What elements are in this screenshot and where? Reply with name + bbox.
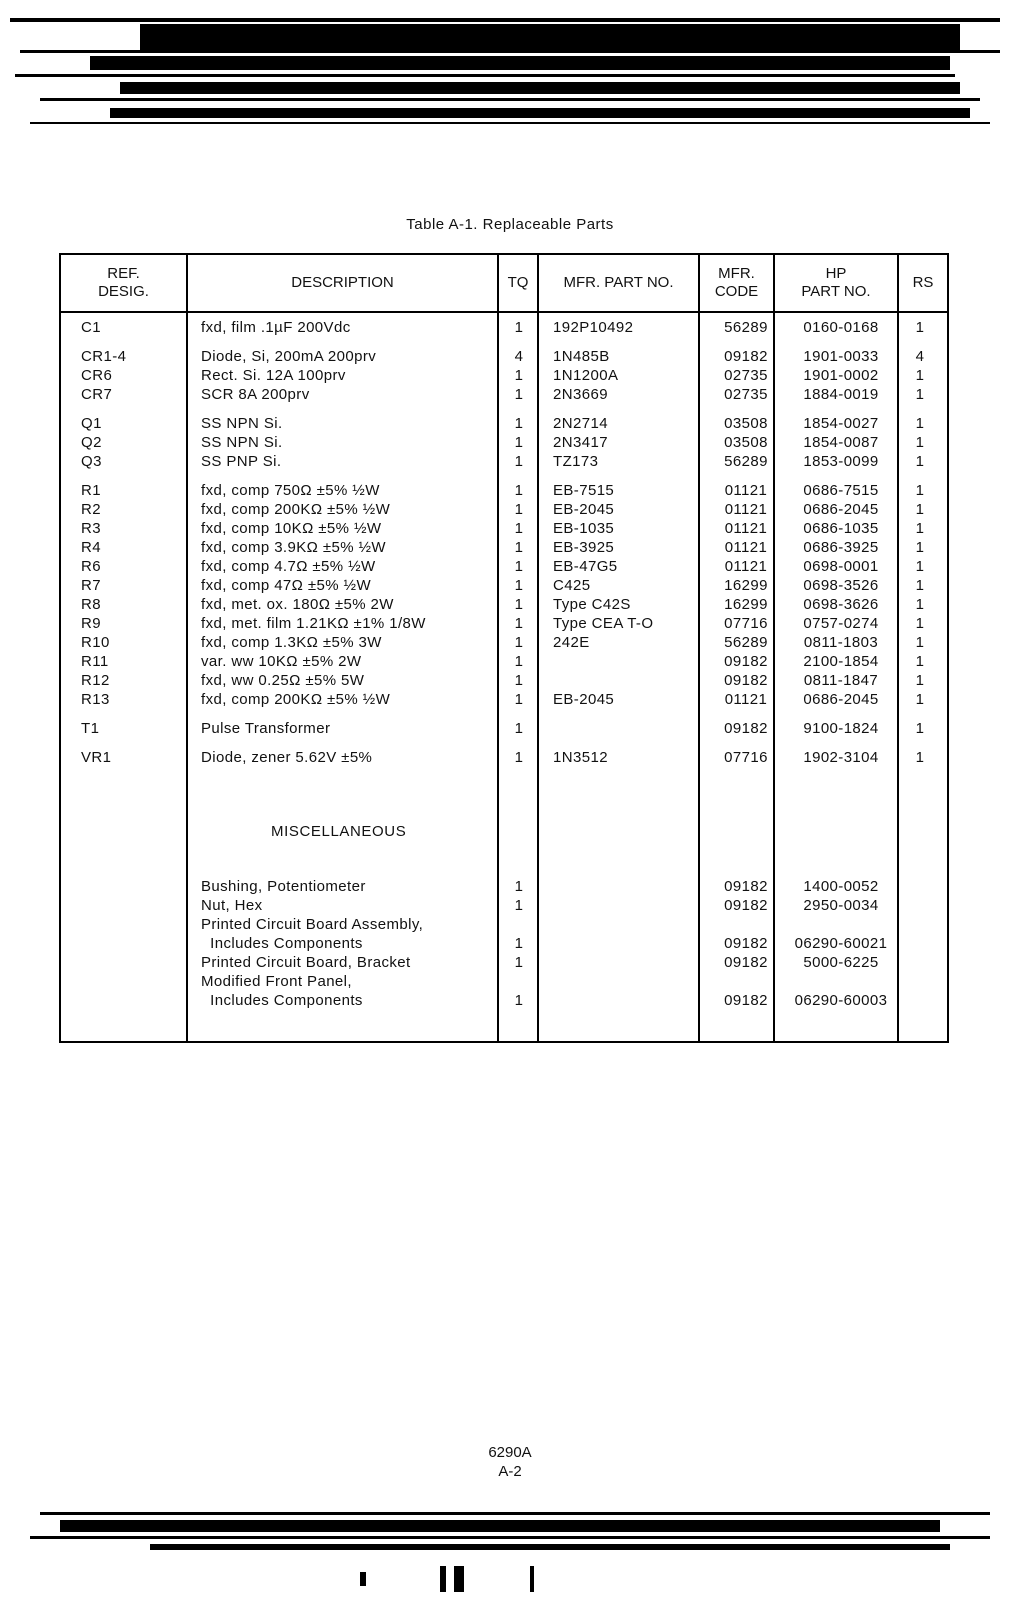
row-tq: 1 — [514, 596, 524, 613]
row-tq: 1 — [514, 577, 524, 594]
row-rs: 1 — [915, 415, 925, 432]
row-mfr: 242E — [553, 634, 590, 651]
row-desc: fxd, met. ox. 180Ω ±5% 2W — [201, 596, 394, 613]
row-rs: 1 — [915, 634, 925, 651]
header-mfr-code: MFR. CODE — [714, 265, 759, 300]
row-rs: 1 — [915, 672, 925, 689]
row-rs: 1 — [915, 434, 925, 451]
row-hp: 0686-7515 — [803, 482, 879, 499]
row-mfr: 2N3669 — [553, 386, 608, 403]
row-code: 09182 — [724, 653, 768, 670]
row-tq: 1 — [514, 520, 524, 537]
misc-tq: 1 — [514, 992, 524, 1009]
row-hp: 0811-1847 — [803, 672, 879, 689]
scan-bottom-artifact — [0, 1500, 1020, 1600]
row-ref: CR7 — [81, 386, 113, 403]
row-code: 02735 — [724, 367, 768, 384]
misc-hp: 2950-0034 — [803, 897, 879, 914]
row-rs: 1 — [915, 596, 925, 613]
row-mfr: EB-2045 — [553, 691, 615, 708]
row-hp: 0757-0274 — [803, 615, 879, 632]
row-code: 01121 — [724, 482, 768, 499]
row-tq: 1 — [514, 691, 524, 708]
footer-model-number: 6290A — [488, 1444, 532, 1461]
row-ref: R8 — [81, 596, 101, 613]
table-title: Table A-1. Replaceable Parts — [406, 216, 614, 233]
row-desc: fxd, comp 200KΩ ±5% ½W — [201, 691, 391, 708]
row-mfr: Type CEA T-O — [553, 615, 654, 632]
row-desc: fxd, ww 0.25Ω ±5% 5W — [201, 672, 365, 689]
row-ref: R6 — [81, 558, 101, 575]
row-tq: 1 — [514, 653, 524, 670]
row-hp: 1901-0002 — [803, 367, 879, 384]
row-code: 01121 — [724, 691, 768, 708]
row-desc: fxd, comp 200KΩ ±5% ½W — [201, 501, 391, 518]
row-hp: 0686-3925 — [803, 539, 879, 556]
row-hp: 0698-0001 — [803, 558, 879, 575]
row-desc: fxd, met. film 1.21KΩ ±1% 1/8W — [201, 615, 426, 632]
row-ref: C1 — [81, 319, 101, 336]
row-rs: 1 — [915, 558, 925, 575]
row-mfr: EB-7515 — [553, 482, 615, 499]
misc-hp: 1400-0052 — [803, 878, 879, 895]
row-mfr: EB-3925 — [553, 539, 615, 556]
row-mfr: 1N3512 — [553, 749, 608, 766]
row-rs: 1 — [915, 720, 925, 737]
row-code: 07716 — [724, 749, 768, 766]
row-mfr: EB-1035 — [553, 520, 615, 537]
misc-code: 09182 — [724, 992, 768, 1009]
row-tq: 1 — [514, 434, 524, 451]
footer-page-number: A-2 — [498, 1463, 522, 1480]
row-rs: 1 — [915, 367, 925, 384]
misc-tq: 1 — [514, 878, 524, 895]
header-description: DESCRIPTION — [291, 274, 394, 291]
row-ref: VR1 — [81, 749, 112, 766]
row-ref: R1 — [81, 482, 101, 499]
row-rs: 1 — [915, 691, 925, 708]
misc-hp: 06290-60021 — [794, 935, 888, 952]
row-hp: 0811-1803 — [803, 634, 879, 651]
row-mfr: 192P10492 — [553, 319, 634, 336]
row-code: 56289 — [724, 453, 768, 470]
row-ref: CR1-4 — [81, 348, 127, 365]
row-hp: 0686-2045 — [803, 691, 879, 708]
row-hp: 9100-1824 — [803, 720, 879, 737]
row-code: 56289 — [724, 319, 768, 336]
row-desc: fxd, comp 47Ω ±5% ½W — [201, 577, 372, 594]
row-code: 03508 — [724, 415, 768, 432]
row-tq: 1 — [514, 615, 524, 632]
row-code: 09182 — [724, 672, 768, 689]
row-desc: var. ww 10KΩ ±5% 2W — [201, 653, 362, 670]
row-code: 56289 — [724, 634, 768, 651]
row-ref: R2 — [81, 501, 101, 518]
row-mfr: 1N485B — [553, 348, 610, 365]
row-code: 01121 — [724, 520, 768, 537]
scan-top-artifact — [0, 0, 1020, 130]
row-tq: 1 — [514, 482, 524, 499]
row-code: 02735 — [724, 386, 768, 403]
row-ref: R12 — [81, 672, 110, 689]
row-desc: fxd, comp 4.7Ω ±5% ½W — [201, 558, 376, 575]
row-ref: T1 — [81, 720, 100, 737]
row-rs: 1 — [915, 577, 925, 594]
misc-code: 09182 — [724, 954, 768, 971]
row-hp: 0698-3526 — [803, 577, 879, 594]
row-tq: 1 — [514, 386, 524, 403]
header-rs: RS — [912, 274, 934, 291]
row-tq: 1 — [514, 720, 524, 737]
misc-code: 09182 — [724, 878, 768, 895]
row-code: 07716 — [724, 615, 768, 632]
misc-code: 09182 — [724, 897, 768, 914]
misc-hp: 06290-60003 — [794, 992, 888, 1009]
row-hp: 0686-1035 — [803, 520, 879, 537]
row-ref: Q3 — [81, 453, 102, 470]
row-ref: R11 — [81, 653, 109, 670]
row-desc: Rect. Si. 12A 100prv — [201, 367, 346, 384]
row-rs: 1 — [915, 615, 925, 632]
row-ref: R13 — [81, 691, 110, 708]
row-code: 01121 — [724, 539, 768, 556]
row-tq: 1 — [514, 501, 524, 518]
row-ref: R10 — [81, 634, 110, 651]
row-ref: Q2 — [81, 434, 102, 451]
parts-table — [59, 253, 949, 1043]
row-mfr: C425 — [553, 577, 591, 594]
misc-hp: 5000-6225 — [803, 954, 879, 971]
row-tq: 4 — [514, 348, 524, 365]
row-tq: 1 — [514, 539, 524, 556]
row-rs: 1 — [915, 319, 925, 336]
row-ref: R7 — [81, 577, 101, 594]
row-desc: Diode, Si, 200mA 200prv — [201, 348, 377, 365]
row-hp: 0160-0168 — [803, 319, 879, 336]
row-desc: fxd, comp 1.3KΩ ±5% 3W — [201, 634, 382, 651]
row-hp: 2100-1854 — [803, 653, 879, 670]
misc-desc: Includes Components — [201, 935, 363, 952]
row-tq: 1 — [514, 558, 524, 575]
row-mfr: 2N2714 — [553, 415, 608, 432]
row-rs: 1 — [915, 653, 925, 670]
row-hp: 1853-0099 — [803, 453, 879, 470]
row-desc: fxd, film .1µF 200Vdc — [201, 319, 351, 336]
row-rs: 4 — [915, 348, 925, 365]
row-rs: 1 — [915, 520, 925, 537]
row-mfr: Type C42S — [553, 596, 631, 613]
row-tq: 1 — [514, 367, 524, 384]
row-code: 09182 — [724, 720, 768, 737]
misc-desc: Nut, Hex — [201, 897, 263, 914]
row-code: 16299 — [724, 577, 768, 594]
misc-code: 09182 — [724, 935, 768, 952]
header-tq: TQ — [507, 274, 529, 291]
row-desc: fxd, comp 10KΩ ±5% ½W — [201, 520, 382, 537]
misc-tq: 1 — [514, 897, 524, 914]
header-mfr-part-no: MFR. PART NO. — [563, 274, 674, 291]
row-desc: Diode, zener 5.62V ±5% — [201, 749, 373, 766]
row-desc: SCR 8A 200prv — [201, 386, 310, 403]
misc-desc: Bushing, Potentiometer — [201, 878, 366, 895]
row-hp: 1854-0027 — [803, 415, 879, 432]
row-rs: 1 — [915, 386, 925, 403]
misc-tq: 1 — [514, 954, 524, 971]
misc-desc: Includes Components — [201, 992, 363, 1009]
misc-heading: MISCELLANEOUS — [271, 823, 407, 840]
row-hp: 0698-3626 — [803, 596, 879, 613]
row-tq: 1 — [514, 634, 524, 651]
row-hp: 1854-0087 — [803, 434, 879, 451]
row-ref: CR6 — [81, 367, 113, 384]
row-desc: fxd, comp 3.9KΩ ±5% ½W — [201, 539, 386, 556]
row-tq: 1 — [514, 453, 524, 470]
row-desc: fxd, comp 750Ω ±5% ½W — [201, 482, 380, 499]
row-ref: R3 — [81, 520, 101, 537]
row-rs: 1 — [915, 539, 925, 556]
row-desc: SS NPN Si. — [201, 434, 283, 451]
row-rs: 1 — [915, 453, 925, 470]
row-code: 16299 — [724, 596, 768, 613]
row-hp: 1901-0033 — [803, 348, 879, 365]
row-ref: Q1 — [81, 415, 102, 432]
misc-desc: Printed Circuit Board, Bracket — [201, 954, 411, 971]
row-hp: 0686-2045 — [803, 501, 879, 518]
misc-tq: 1 — [514, 935, 524, 952]
row-tq: 1 — [514, 415, 524, 432]
header-hp-part-no: HP PART NO. — [801, 265, 871, 300]
misc-desc: Printed Circuit Board Assembly, — [201, 916, 424, 933]
row-mfr: 1N1200A — [553, 367, 619, 384]
row-code: 01121 — [724, 501, 768, 518]
row-mfr: 2N3417 — [553, 434, 608, 451]
row-mfr: TZ173 — [553, 453, 599, 470]
row-code: 03508 — [724, 434, 768, 451]
row-tq: 1 — [514, 672, 524, 689]
row-code: 01121 — [724, 558, 768, 575]
row-desc: SS NPN Si. — [201, 415, 283, 432]
row-rs: 1 — [915, 501, 925, 518]
misc-desc: Modified Front Panel, — [201, 973, 352, 990]
row-hp: 1902-3104 — [803, 749, 879, 766]
row-ref: R9 — [81, 615, 101, 632]
row-mfr: EB-2045 — [553, 501, 615, 518]
row-desc: SS PNP Si. — [201, 453, 282, 470]
row-ref: R4 — [81, 539, 101, 556]
row-hp: 1884-0019 — [803, 386, 879, 403]
row-mfr: EB-47G5 — [553, 558, 618, 575]
row-tq: 1 — [514, 749, 524, 766]
row-code: 09182 — [724, 348, 768, 365]
header-ref-desig: REF. DESIG. — [98, 265, 149, 300]
row-desc: Pulse Transformer — [201, 720, 331, 737]
row-rs: 1 — [915, 482, 925, 499]
row-tq: 1 — [514, 319, 524, 336]
row-rs: 1 — [915, 749, 925, 766]
